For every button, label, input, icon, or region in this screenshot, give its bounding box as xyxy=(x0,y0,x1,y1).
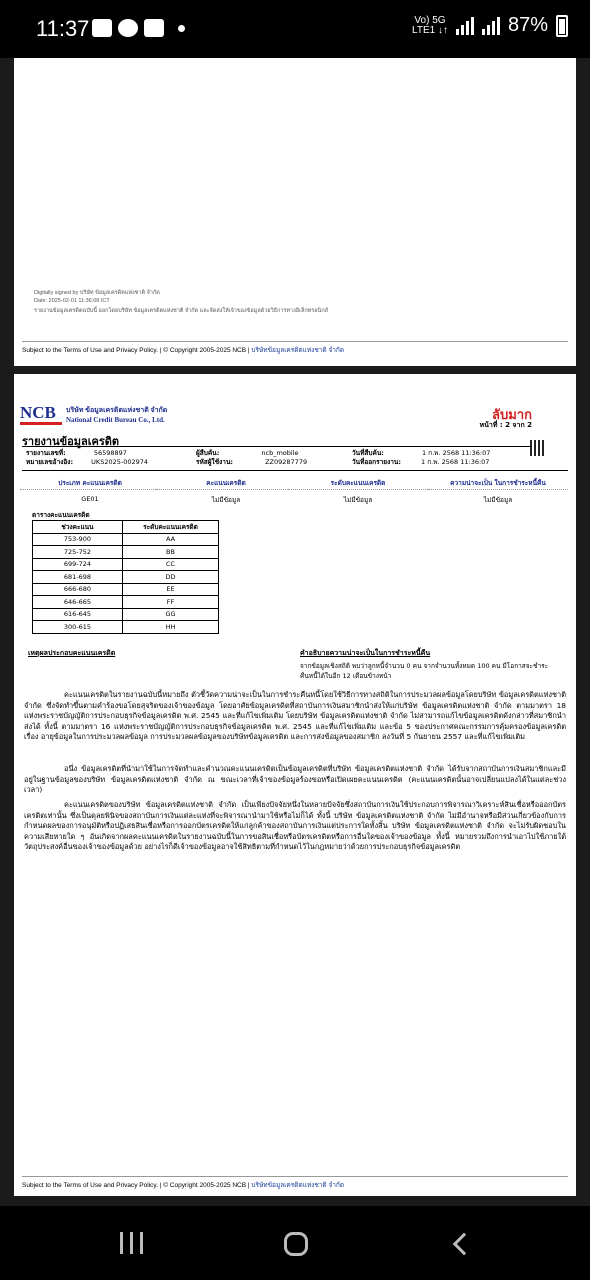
back-button[interactable] xyxy=(444,1228,484,1258)
probability-explanation: จากข้อมูลเชิงสถิติ พบว่าลูกหนี้จำนวน 0 คน จากจำนวนทั้งหมด 100 คน มีโอกาสจะชำระคืนหนี้ได้ในอีก 12 เดือนข้างหน้า xyxy=(300,662,549,680)
notification-icons xyxy=(92,19,185,37)
system-status xyxy=(412,14,568,37)
network-indicator: Vo) 5G LTE1 ↓↑ xyxy=(412,14,448,36)
report-title: รายงานข้อมูลเครดิต xyxy=(22,435,120,448)
status-bar xyxy=(0,0,590,58)
confidential-label: ลับมาก xyxy=(492,408,532,423)
ncb-link[interactable]: บริษัทข้อมูลเครดิตแห่งชาติ จำกัด xyxy=(251,347,345,354)
report-info-col3: วันที่สืบค้น: 1 ก.พ. 2568 11:36:07 วันที่ออกรายงาน: 1 ก.พ. 2568 11:36:07 xyxy=(352,449,491,466)
score-type: ประเภท คะแนนเครดิต GE01 xyxy=(20,478,160,503)
battery-icon xyxy=(556,15,568,37)
home-button[interactable] xyxy=(276,1228,316,1258)
table-row: 300-615 HH xyxy=(33,621,219,634)
app-icon xyxy=(144,19,164,37)
page-footer: Subject to the Terms of Use and Privacy Policy. | © Copyright 2005-2025 NCB | บริษัทข้อมูลเครดิตแห่งชาติ จำกัด xyxy=(22,1176,568,1190)
paragraph-3: คะแนนเครดิตของบริษัท ข้อมูลเครดิตแห่งชาติ จำกัด เป็นเพียงปัจจัยหนึ่งในหลายปัจจัยซึ่งสถาบันการเงินใช้ประกอบการพิจารณาวิเคราะห์สินเชื่อหรือออกบัตรเครดิตเท่านั้น ซึ่งเป็นดุลยพินิจของสถาบันการเงินแต่ละแห่งที่จะพิจารณานำมาใช้หรือไม่ก็ได้ ทั้งนี้ บริษัท ข้อมูลเครดิตแห่งชาติ จำกัด ไม่มีอำนาจหรือมีส่วนเกี่ยวข้องกับการกำหนดผลของการอนุมัติหรือปฏิเสธสินเชื่อหรือการออกบัตรเครดิตให้แก่ลูกค้าของสถาบันการเงินแต่ประการใดทั้งสิ้น บริษัท ข้อมูลเครดิตแห่งชาติ จำกัด จะไม่รับผิดชอบในความเสียหายใด ๆ อันเกิดจากผลคะแนนเครดิตในรายงานฉบับนี้ในการขอสินเชื่อหรือบัตรเครดิตหรือการอื่นใดของเจ้าของข้อมูล ทั้งนี้ หมายรวมถึงการนำเอาไปใช้ภายใต้วัตถุประสงค์อื่นของเจ้าของข้อมูลด้วย อย่างไรก็ดีเจ้าของข้อมูลอาจใช้สิทธิตามที่กำหนดไว้ในกฎหมายว่าด้วยการประกอบธุรกิจข้อมูลเครดิต xyxy=(24,800,566,851)
score-factors-label: เหตุผลประกอบคะแนนเครดิต xyxy=(28,649,116,657)
signature-date: Date: 2025-02-01 11:36:08 ICT xyxy=(34,298,110,304)
grade-table-header: ช่วงคะแนน xyxy=(33,521,123,534)
paragraph-1: คะแนนเครดิตในรายงานฉบับนี้หมายถึง ตัวชี้วัดความน่าจะเป็นในการชำระคืนหนี้โดยใช้วิธีการทางสถิติในการประมวลผลข้อมูลโดยบริษัท ข้อมูลเครดิตแห่งชาติ จำกัด ซึ่งจัดทำขึ้นตามคำร้องขอโดยสุจริตของเจ้าของข้อมูล โดยอาศัยข้อมูลเครดิตที่สถาบันการเงินสมาชิกนำส่งให้แก่บริษัท ข้อมูลเครดิตแห่งชาติ จำกัด ตามมาตรา 18 แห่งพระราชบัญญัติการประกอบธุรกิจข้อมูลเครดิต พ.ศ. 2545 และที่แก้ไขเพิ่มเติม โดยบริษัท ข้อมูลเครดิตแห่งชาติ จำกัด ไม่สามารถแก้ไขข้อมูลเครดิตดังกล่าวที่สมาชิกนำส่งได้ ทั้งนี้ ตามมาตรา 16 แห่งพระราชบัญญัติการประกอบธุรกิจข้อมูลเครดิต พ.ศ. 2545 และที่แก้ไขเพิ่มเติม และข้อ 5 ของประกาศคณะกรรมการคุ้มครองข้อมูลเครดิต เรื่อง อายุข้อมูลในการประมวลผลข้อมูล การประมวลผลข้อมูลของบริษัทข้อมูลเครดิต และการส่งข้อมูลของสมาชิก ลงวันที่ 5 กันยายน 2557 และที่แก้ไขเพิ่มเติม xyxy=(24,690,566,741)
report-info-col2: ผู้สืบค้น: ncb_mobile รหัสผู้ใช้งาน: ZZ09287779 xyxy=(196,449,308,466)
signal-icon-2 xyxy=(482,17,500,35)
score-grade: ระดับคะแนนเครดิต ไม่มีข้อมูล xyxy=(288,478,428,505)
more-notifications-icon xyxy=(178,25,185,32)
ncb-logo: NCB xyxy=(20,404,62,424)
page-footer: Subject to the Terms of Use and Privacy Policy. | © Copyright 2005-2025 NCB | บริษัทข้อมูลเครดิตแห่งชาติ จำกัด xyxy=(22,341,568,355)
signal-icon xyxy=(456,17,474,35)
table-row: 699-724 CC xyxy=(33,558,219,571)
grade-table xyxy=(32,520,219,634)
chat-icon xyxy=(118,19,138,37)
paragraph-2: อนึ่ง ข้อมูลเครดิตที่นำมาใช้ในการจัดทำและคำนวณคะแนนเครดิตเป็นข้อมูลเครดิตที่บริษัท ข้อมูลเครดิตแห่งชาติ จำกัด ได้รับจากสถาบันการเงินสมาชิกและมีอยู่ในฐานข้อมูลของบริษัท ข้อมูลเครดิตแห่งชาติ จำกัด ณ ขณะเวลาที่เจ้าของข้อมูลร้องขอหรือเปิดเผยคะแนนเครดิต (คะแนนเครดิตนั้นอาจเปลี่ยนแปลงได้ในแต่ละช่วงเวลา) xyxy=(24,764,566,794)
battery-percent: 87% xyxy=(507,14,548,36)
score-value: คะแนนเครดิต ไม่มีข้อมูล xyxy=(156,478,296,505)
table-row: 616-645 GG xyxy=(33,608,219,621)
table-row: 753-900 AA xyxy=(33,533,219,546)
signature-line: Digitally signed by บริษัท ข้อมูลเครดิตแห่งชาติ จำกัด xyxy=(34,290,160,296)
document-page-2[interactable] xyxy=(14,374,576,1196)
grade-table-header: ระดับคะแนนเครดิต xyxy=(123,521,219,534)
navigation-bar xyxy=(0,1206,590,1280)
ncb-link[interactable]: บริษัทข้อมูลเครดิตแห่งชาติ จำกัด xyxy=(251,1182,345,1189)
clock: 11:37 xyxy=(36,16,90,41)
table-row: 681-698 DD xyxy=(33,571,219,584)
qr-code-icon xyxy=(530,440,546,456)
gallery-icon xyxy=(92,19,112,37)
page-number: หน้าที่ : 2 จาก 2 xyxy=(479,421,532,429)
signature-note: รายงานข้อมูลเครดิตฉบับนี้ ออกโดยบริษัท ข้อมูลเครดิตแห่งชาติ จำกัด และจัดส่งให้เจ้าของข้อมูลด้วยวิธีการทางอิเล็กทรอนิกส์ xyxy=(34,308,329,314)
probability-explanation-label: คำอธิบายความน่าจะเป็นในการชำระหนี้คืน xyxy=(300,649,431,657)
table-row: 646-665 FF xyxy=(33,596,219,609)
company-name: บริษัท ข้อมูลเครดิตแห่งชาติ จำกัด National Credit Bureau Co., Ltd. xyxy=(66,406,168,424)
table-row: 666-680 EE xyxy=(33,583,219,596)
table-row: 725-752 BB xyxy=(33,546,219,559)
document-page-1[interactable] xyxy=(14,58,576,366)
grade-table-title: ตารางคะแนนเครดิต xyxy=(32,511,90,519)
recent-apps-button[interactable] xyxy=(112,1228,152,1258)
repayment-probability: ความน่าจะเป็น ในการชำระหนี้คืน ไม่มีข้อมูล xyxy=(428,478,568,505)
report-info-col1: รายงานเลขที่: 56598897 หมายเลขอ้างอิง: UKS2025-002974 xyxy=(26,449,149,466)
